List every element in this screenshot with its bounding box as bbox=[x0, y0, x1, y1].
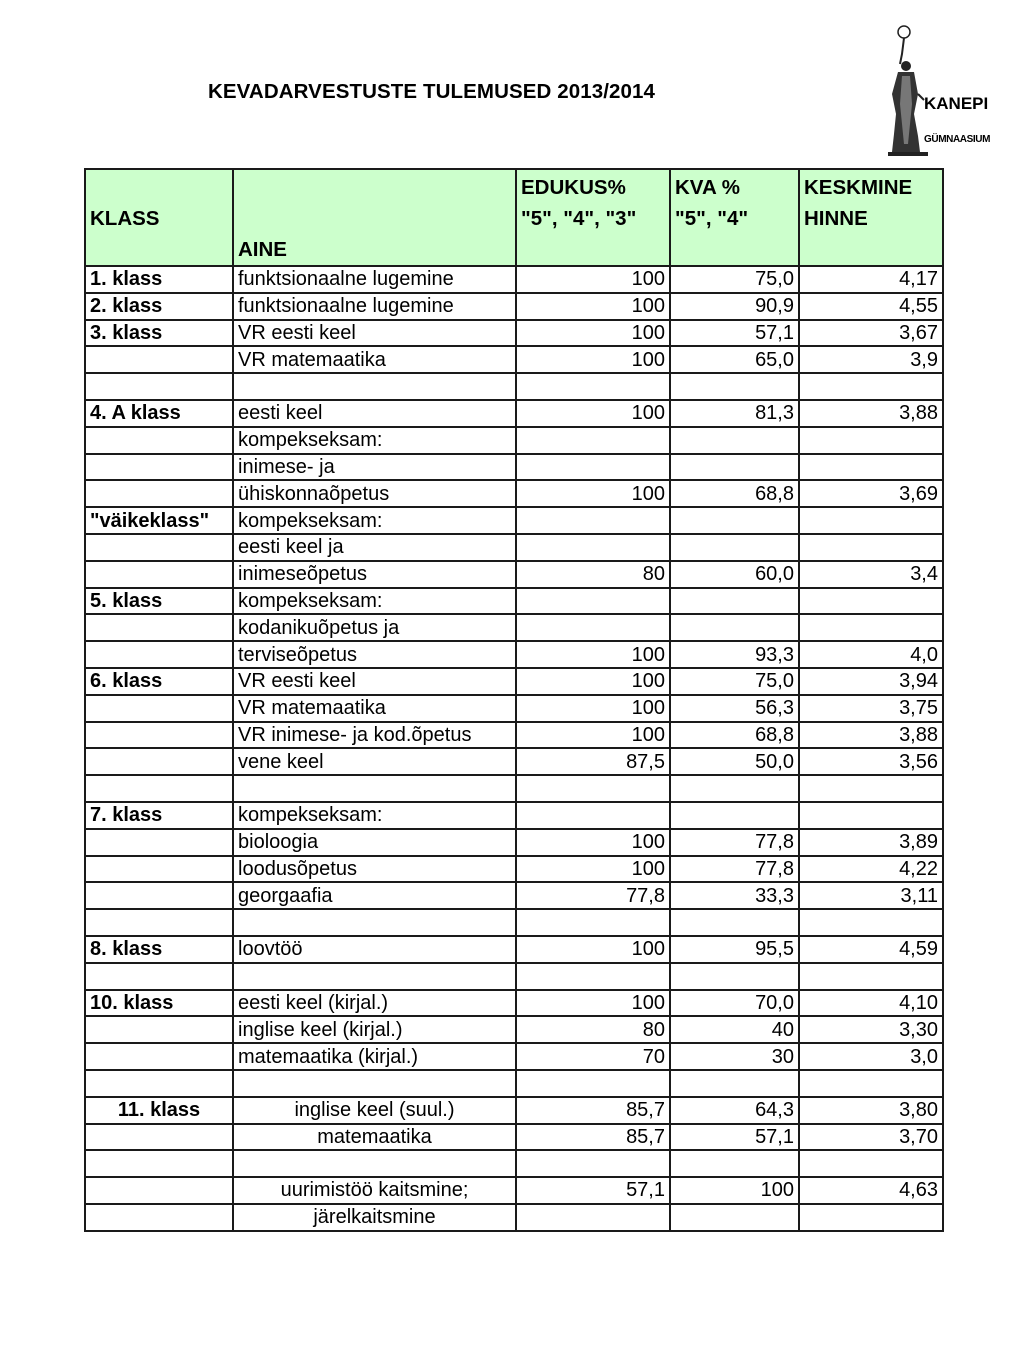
klass-cell bbox=[85, 614, 233, 641]
klass-cell bbox=[85, 882, 233, 909]
keskmine-cell: 3,56 bbox=[799, 748, 943, 775]
keskmine-cell bbox=[799, 588, 943, 615]
aine-cell bbox=[233, 1150, 516, 1177]
keskmine-cell bbox=[799, 1070, 943, 1097]
klass-cell bbox=[85, 1070, 233, 1097]
keskmine-cell bbox=[799, 963, 943, 990]
edukus-cell: 57,1 bbox=[516, 1177, 670, 1204]
keskmine-cell: 3,11 bbox=[799, 882, 943, 909]
aine-cell: loovtöö bbox=[233, 936, 516, 963]
keskmine-cell: 3,94 bbox=[799, 668, 943, 695]
edukus-cell: 100 bbox=[516, 480, 670, 507]
table-row bbox=[85, 373, 943, 400]
kva-cell: 100 bbox=[670, 1177, 799, 1204]
kva-cell bbox=[670, 963, 799, 990]
table-row bbox=[85, 936, 943, 963]
kva-cell bbox=[670, 373, 799, 400]
keskmine-cell: 3,75 bbox=[799, 695, 943, 722]
page-title: KEVADARVESTUSTE TULEMUSED 2013/2014 bbox=[208, 80, 656, 103]
aine-cell: järelkaitsmine bbox=[233, 1204, 516, 1231]
edukus-cell: 100 bbox=[516, 400, 670, 427]
klass-cell bbox=[85, 695, 233, 722]
table-row bbox=[85, 561, 943, 588]
edukus-cell: 100 bbox=[516, 936, 670, 963]
results-table bbox=[84, 168, 944, 1232]
edukus-cell bbox=[516, 507, 670, 534]
kva-cell: 57,1 bbox=[670, 320, 799, 347]
edukus-cell bbox=[516, 588, 670, 615]
edukus-cell: 100 bbox=[516, 695, 670, 722]
edukus-cell: 77,8 bbox=[516, 882, 670, 909]
table-row bbox=[85, 695, 943, 722]
table-row bbox=[85, 748, 943, 775]
klass-cell bbox=[85, 1204, 233, 1231]
aine-cell: eesti keel (kirjal.) bbox=[233, 990, 516, 1017]
table-row bbox=[85, 346, 943, 373]
klass-cell: 6. klass bbox=[85, 668, 233, 695]
kva-cell bbox=[670, 534, 799, 561]
aine-cell: VR eesti keel bbox=[233, 668, 516, 695]
table-row bbox=[85, 641, 943, 668]
edukus-cell: 100 bbox=[516, 722, 670, 749]
klass-cell bbox=[85, 373, 233, 400]
klass-cell bbox=[85, 480, 233, 507]
kva-cell: 68,8 bbox=[670, 722, 799, 749]
table-row bbox=[85, 856, 943, 883]
kva-cell bbox=[670, 614, 799, 641]
kva-cell: 60,0 bbox=[670, 561, 799, 588]
aine-cell bbox=[233, 775, 516, 802]
aine-cell: georgaafia bbox=[233, 882, 516, 909]
edukus-cell: 100 bbox=[516, 641, 670, 668]
table-row bbox=[85, 668, 943, 695]
kva-cell: 70,0 bbox=[670, 990, 799, 1017]
edukus-cell bbox=[516, 614, 670, 641]
keskmine-cell: 4,55 bbox=[799, 293, 943, 320]
klass-cell bbox=[85, 829, 233, 856]
aine-cell bbox=[233, 909, 516, 936]
aine-cell: uurimistöö kaitsmine; bbox=[233, 1177, 516, 1204]
kva-cell bbox=[670, 775, 799, 802]
keskmine-cell: 3,69 bbox=[799, 480, 943, 507]
klass-cell bbox=[85, 561, 233, 588]
table-body bbox=[85, 266, 943, 1231]
kva-cell bbox=[670, 588, 799, 615]
klass-cell bbox=[85, 1124, 233, 1151]
edukus-cell: 100 bbox=[516, 668, 670, 695]
aine-cell: kompekseksam: bbox=[233, 427, 516, 454]
keskmine-cell: 3,88 bbox=[799, 400, 943, 427]
aine-cell bbox=[233, 1070, 516, 1097]
table-row bbox=[85, 427, 943, 454]
kva-cell: 95,5 bbox=[670, 936, 799, 963]
table-row bbox=[85, 775, 943, 802]
keskmine-cell: 3,9 bbox=[799, 346, 943, 373]
edukus-cell bbox=[516, 454, 670, 481]
klass-cell: 11. klass bbox=[85, 1097, 233, 1124]
kva-cell bbox=[670, 1070, 799, 1097]
edukus-cell bbox=[516, 1150, 670, 1177]
keskmine-cell bbox=[799, 614, 943, 641]
kva-cell: 64,3 bbox=[670, 1097, 799, 1124]
keskmine-cell: 3,88 bbox=[799, 722, 943, 749]
edukus-cell: 80 bbox=[516, 1016, 670, 1043]
kva-cell bbox=[670, 1204, 799, 1231]
klass-cell: 7. klass bbox=[85, 802, 233, 829]
aine-cell: vene keel bbox=[233, 748, 516, 775]
aine-cell: kompekseksam: bbox=[233, 588, 516, 615]
aine-cell: funktsionaalne lugemine bbox=[233, 266, 516, 293]
kva-cell: 56,3 bbox=[670, 695, 799, 722]
kva-cell: 65,0 bbox=[670, 346, 799, 373]
kva-cell: 50,0 bbox=[670, 748, 799, 775]
keskmine-cell: 4,59 bbox=[799, 936, 943, 963]
klass-cell bbox=[85, 427, 233, 454]
header-klass: KLASS bbox=[85, 169, 233, 266]
klass-cell bbox=[85, 1016, 233, 1043]
kva-cell: 75,0 bbox=[670, 266, 799, 293]
edukus-cell: 100 bbox=[516, 990, 670, 1017]
table-row bbox=[85, 480, 943, 507]
klass-cell: 8. klass bbox=[85, 936, 233, 963]
table-row bbox=[85, 1177, 943, 1204]
aine-cell: kompekseksam: bbox=[233, 507, 516, 534]
table-row bbox=[85, 909, 943, 936]
klass-cell: 2. klass bbox=[85, 293, 233, 320]
klass-cell bbox=[85, 1177, 233, 1204]
edukus-cell: 100 bbox=[516, 266, 670, 293]
aine-cell: matemaatika (kirjal.) bbox=[233, 1043, 516, 1070]
kva-cell: 33,3 bbox=[670, 882, 799, 909]
edukus-cell bbox=[516, 802, 670, 829]
kva-cell: 81,3 bbox=[670, 400, 799, 427]
keskmine-cell bbox=[799, 1150, 943, 1177]
klass-cell: 10. klass bbox=[85, 990, 233, 1017]
kva-cell bbox=[670, 1150, 799, 1177]
kva-cell bbox=[670, 427, 799, 454]
table-row bbox=[85, 1124, 943, 1151]
table-row bbox=[85, 507, 943, 534]
keskmine-cell bbox=[799, 427, 943, 454]
aine-cell: eesti keel ja bbox=[233, 534, 516, 561]
keskmine-cell: 4,17 bbox=[799, 266, 943, 293]
header-edukus: EDUKUS% "5", "4", "3" bbox=[516, 169, 670, 266]
kva-cell bbox=[670, 909, 799, 936]
kva-cell: 30 bbox=[670, 1043, 799, 1070]
klass-cell bbox=[85, 534, 233, 561]
aine-cell: kodanikuõpetus ja bbox=[233, 614, 516, 641]
edukus-cell bbox=[516, 963, 670, 990]
table-row bbox=[85, 588, 943, 615]
kva-cell bbox=[670, 507, 799, 534]
kva-cell: 75,0 bbox=[670, 668, 799, 695]
edukus-cell: 100 bbox=[516, 320, 670, 347]
kva-cell: 77,8 bbox=[670, 856, 799, 883]
table-row bbox=[85, 1150, 943, 1177]
kva-cell: 40 bbox=[670, 1016, 799, 1043]
table-row bbox=[85, 1016, 943, 1043]
keskmine-cell: 3,89 bbox=[799, 829, 943, 856]
aine-cell: eesti keel bbox=[233, 400, 516, 427]
aine-cell: ühiskonnaõpetus bbox=[233, 480, 516, 507]
aine-cell: matemaatika bbox=[233, 1124, 516, 1151]
aine-cell: bioloogia bbox=[233, 829, 516, 856]
edukus-cell: 87,5 bbox=[516, 748, 670, 775]
kva-cell: 68,8 bbox=[670, 480, 799, 507]
aine-cell: inimese- ja bbox=[233, 454, 516, 481]
klass-cell bbox=[85, 1150, 233, 1177]
edukus-cell: 100 bbox=[516, 829, 670, 856]
table-row bbox=[85, 293, 943, 320]
aine-cell: kompekseksam: bbox=[233, 802, 516, 829]
keskmine-cell: 3,0 bbox=[799, 1043, 943, 1070]
logo-text: KANEPI bbox=[924, 94, 989, 113]
table-row bbox=[85, 990, 943, 1017]
keskmine-cell bbox=[799, 454, 943, 481]
logo-subtext: GÜMNAASIUM bbox=[924, 134, 990, 145]
klass-cell bbox=[85, 775, 233, 802]
edukus-cell: 85,7 bbox=[516, 1124, 670, 1151]
header-kva: KVA % "5", "4" bbox=[670, 169, 799, 266]
keskmine-cell: 4,63 bbox=[799, 1177, 943, 1204]
klass-cell bbox=[85, 454, 233, 481]
table-row bbox=[85, 1070, 943, 1097]
table-row bbox=[85, 1097, 943, 1124]
table-row bbox=[85, 614, 943, 641]
klass-cell bbox=[85, 856, 233, 883]
table-row bbox=[85, 400, 943, 427]
table-row bbox=[85, 1204, 943, 1231]
keskmine-cell bbox=[799, 534, 943, 561]
edukus-cell bbox=[516, 1204, 670, 1231]
table-row bbox=[85, 722, 943, 749]
klass-cell bbox=[85, 748, 233, 775]
kva-cell: 77,8 bbox=[670, 829, 799, 856]
klass-cell bbox=[85, 1043, 233, 1070]
edukus-cell: 70 bbox=[516, 1043, 670, 1070]
edukus-cell: 100 bbox=[516, 346, 670, 373]
header-aine: AINE bbox=[233, 169, 516, 266]
keskmine-cell bbox=[799, 802, 943, 829]
kva-cell: 90,9 bbox=[670, 293, 799, 320]
edukus-cell bbox=[516, 427, 670, 454]
keskmine-cell bbox=[799, 775, 943, 802]
aine-cell: VR matemaatika bbox=[233, 346, 516, 373]
keskmine-cell: 4,10 bbox=[799, 990, 943, 1017]
klass-cell bbox=[85, 346, 233, 373]
keskmine-cell: 4,22 bbox=[799, 856, 943, 883]
kva-cell bbox=[670, 802, 799, 829]
aine-cell: inimeseõpetus bbox=[233, 561, 516, 588]
table-row bbox=[85, 266, 943, 293]
aine-cell: terviseõpetus bbox=[233, 641, 516, 668]
klass-cell bbox=[85, 722, 233, 749]
aine-cell: VR eesti keel bbox=[233, 320, 516, 347]
kva-cell bbox=[670, 454, 799, 481]
header-keskmine: KESKMINE HINNE bbox=[799, 169, 943, 266]
keskmine-cell bbox=[799, 373, 943, 400]
klass-cell: 5. klass bbox=[85, 588, 233, 615]
table-row bbox=[85, 802, 943, 829]
table-row bbox=[85, 963, 943, 990]
keskmine-cell: 3,70 bbox=[799, 1124, 943, 1151]
table-row bbox=[85, 829, 943, 856]
keskmine-cell bbox=[799, 1204, 943, 1231]
edukus-cell: 80 bbox=[516, 561, 670, 588]
table-row bbox=[85, 454, 943, 481]
header-row bbox=[85, 169, 943, 266]
edukus-cell bbox=[516, 1070, 670, 1097]
klass-cell bbox=[85, 641, 233, 668]
keskmine-cell: 4,0 bbox=[799, 641, 943, 668]
aine-cell bbox=[233, 373, 516, 400]
aine-cell bbox=[233, 963, 516, 990]
edukus-cell bbox=[516, 534, 670, 561]
edukus-cell: 100 bbox=[516, 293, 670, 320]
aine-cell: VR matemaatika bbox=[233, 695, 516, 722]
edukus-cell: 100 bbox=[516, 856, 670, 883]
edukus-cell: 85,7 bbox=[516, 1097, 670, 1124]
table-row bbox=[85, 534, 943, 561]
keskmine-cell: 3,4 bbox=[799, 561, 943, 588]
klass-cell: 3. klass bbox=[85, 320, 233, 347]
aine-cell: inglise keel (kirjal.) bbox=[233, 1016, 516, 1043]
aine-cell: inglise keel (suul.) bbox=[233, 1097, 516, 1124]
klass-cell bbox=[85, 909, 233, 936]
edukus-cell bbox=[516, 909, 670, 936]
keskmine-cell: 3,80 bbox=[799, 1097, 943, 1124]
table-row bbox=[85, 882, 943, 909]
klass-cell: "väikeklass" bbox=[85, 507, 233, 534]
edukus-cell bbox=[516, 373, 670, 400]
table-row bbox=[85, 1043, 943, 1070]
klass-cell: 4. A klass bbox=[85, 400, 233, 427]
kva-cell: 93,3 bbox=[670, 641, 799, 668]
keskmine-cell bbox=[799, 909, 943, 936]
keskmine-cell: 3,67 bbox=[799, 320, 943, 347]
aine-cell: VR inimese- ja kod.õpetus bbox=[233, 722, 516, 749]
edukus-cell bbox=[516, 775, 670, 802]
klass-cell bbox=[85, 963, 233, 990]
aine-cell: funktsionaalne lugemine bbox=[233, 293, 516, 320]
aine-cell: loodusõpetus bbox=[233, 856, 516, 883]
kva-cell: 57,1 bbox=[670, 1124, 799, 1151]
keskmine-cell: 3,30 bbox=[799, 1016, 943, 1043]
table-row bbox=[85, 320, 943, 347]
klass-cell: 1. klass bbox=[85, 266, 233, 293]
keskmine-cell bbox=[799, 507, 943, 534]
